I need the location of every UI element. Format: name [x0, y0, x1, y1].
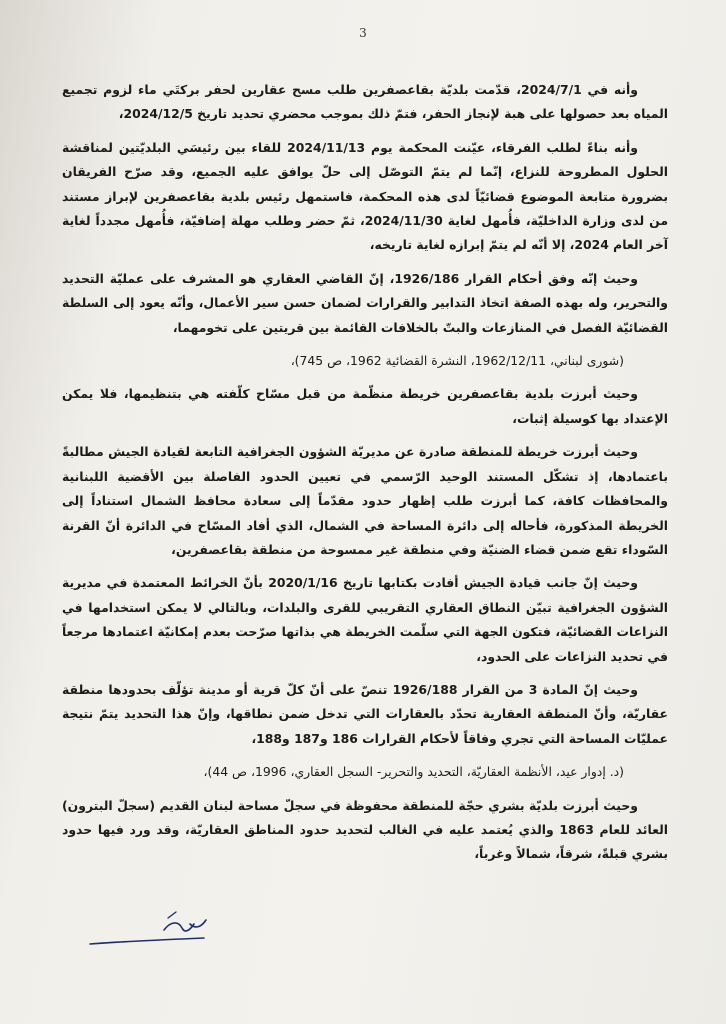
paragraph: وحيث إنّ جانب قيادة الجيش أفادت بكتابها تاريخ 2020/1/16 بأنّ الخرائط المعتمدة في مديرية الشؤون الجغرافية تبيّن النطاق العقاري التقريبي للقرى والبلدات، وبالتالي لا يمكن استخدامها في النزاعات القضائيّة، فتكون الجهة التي سلّمت الخريطة هي بذاتها صرّحت بعدم إمكانيّة اعتمادها مرجعاً في تحديد النزاعات على الحدود،: [62, 575, 668, 664]
document-body: [62, 78, 668, 876]
paragraph: وأنه في 2024/7/1، قدّمت بلديّة بقاعصفرين طلب مسح عقارين لحفر بركتَي ماء لزوم تجميع المياه بعد حصولها على هبة لإنجاز الحفر، فتمّ ذلك بموجب محضري تحديد تاريخ 2024/12/5،: [62, 82, 668, 122]
handwritten-signature: [86, 900, 216, 960]
page-number: 3: [359, 26, 367, 40]
paragraph: وحيث إنّ المادة 3 من القرار 1926/188 تنصّ على أنّ كلّ قرية أو مدينة تؤلّف بحدودها منطقة عقاريّة، وأنّ المنطقة العقارية تحدّد بالعقارات التي تدخل ضمن نطاقها، وإنّ هذا التحديد يتمّ نتيجة عمليّات المساحة التي تجري وفاقاً لأحكام القرارات 186 و187 و188،: [62, 681, 668, 746]
paragraph: وأنه بناءً لطلب الفرقاء، عيّنت المحكمة يوم 2024/11/13 للقاء بين رئيسَي البلديّتين لمناقشة الحلول المطروحة للنزاع، إنّما لم يتمّ التوصّل إلى حلّ يوافق عليه الجميع، وقد صرّح الفريقان بضرورة متابعة الموضوع قضائيّاً لدى هذه المحكمة، فاستمهل رئيس بلدية بقاعصفرين لإبراز مستند من لدى وزارة الداخليّة، فأُمهل لغاية 2024/11/30، ثمّ حضر وطلب مهلة إضافيّة، فأُمهل مجدداً لغاية آخر العام 2024، إلا أنّه لم يتمّ إبرازه لغاية تاريخه،: [62, 139, 668, 253]
paragraph: وحيث إنّه وفق أحكام القرار 1926/186، إنّ القاضي العقاري هو المشرف على عمليّة التحديد والتحرير، وله بهذه الصفة اتخاذ التدابير والقرارات لضمان حسن سير الأعمال، وأنّه يعود إلى السلطة القضائيّة الفصل في المنازعات والبتّ بالخلافات القائمة بين قريتين على تخومهما،: [62, 270, 668, 335]
paragraph: وحيث أبرزت خريطة للمنطقة صادرة عن مديريّة الشؤون الجغرافية التابعة لقيادة الجيش مطالبةً باعتمادها، إذ تشكّل المستند الوحيد الرّسمي في تعيين الحدود الفاصلة بين الأقضية اللبنانية والمحافظات كافة، كما أبرزت طلب إظهار حدود مقدّماً إلى سعادة محافظ الشمال استناداً إلى الخريطة المذكورة، فأحاله إلى دائرة المساحة في الشمال، الذي أفاد المسّاح في الدائرة أنّ القرنة السّوداء تقع ضمن قضاء الضنيّة وفي منطقة غير ممسوحة من منطقة بقاعصفرين،: [62, 444, 668, 557]
paragraph: وحيث أبرزت بلديّة بشري حجّة للمنطقة محفوظة في سجلّ مساحة لبنان القديم (سجلّ البترون) العائد للعام 1863 والذي يُعتمد عليه في الغالب لتحديد حدود المناطق العقاريّة، وقد ورد فيها حدود بشري قبلةً، شرقاً، شمالاً وغرباً،: [62, 797, 668, 862]
citation: (شورى لبناني، 1962/12/11، النشرة القضائية 1962، ص 745)،: [290, 353, 624, 369]
citation: (د. إدوار عيد، الأنظمة العقاريّة، التحديد والتحرير- السجل العقاري، 1996، ص 44)،: [203, 764, 624, 780]
paragraph: وحيث أبرزت بلدية بقاعصفرين خريطة منظّمة من قبل مسّاح كلّفته هي بتنظيمها، فلا يمكن الإعتداد بها كوسيلة إثبات،: [62, 386, 668, 426]
